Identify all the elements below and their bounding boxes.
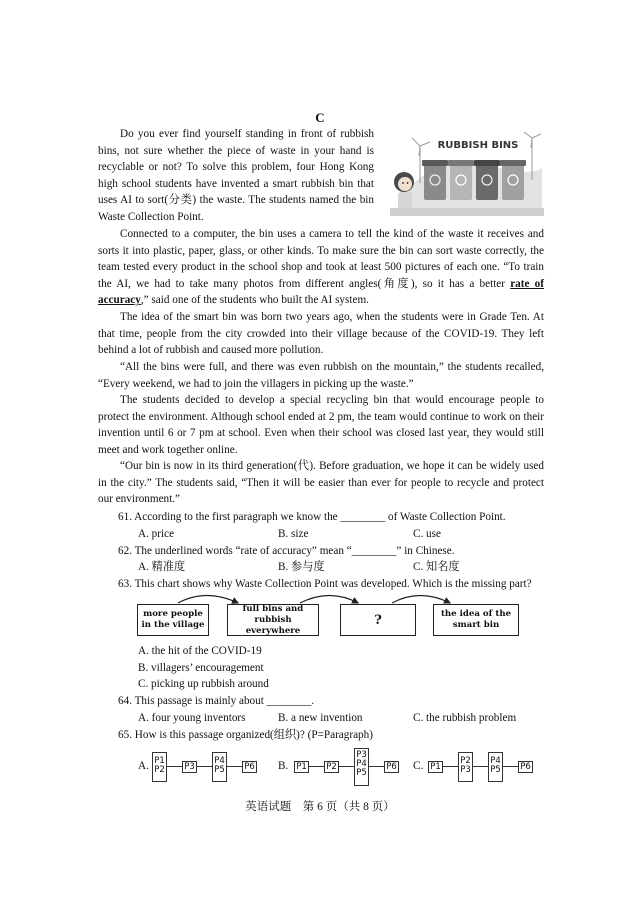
- q64-option-a[interactable]: A. four young inventors: [138, 712, 246, 724]
- q62-option-b[interactable]: B. 参与度: [278, 561, 325, 573]
- p-label: P4: [214, 756, 225, 766]
- p-label: P4: [356, 759, 367, 769]
- paragraph-2-text-a: Connected to a computer, the bin uses a camera to tell the kind of the waste it receives and sorts it into plastic, paper, glass, or other kinds. To make sure the bin can sort waste correctly, the team tested every product in the school shop and took at least 500 pictures of each one. “To train the AI, we had to take many photos from different angles(角度), so it has a better: [98, 228, 544, 290]
- paragraph-2-text-b: ,” said one of the students who built the AI system.: [140, 294, 369, 307]
- question-63: 63. This chart shows why Waste Collection Point was developed. Which is the missing part?: [118, 578, 532, 590]
- image-title: RUBBISH BINS: [437, 140, 519, 151]
- paragraph-4: “All the bins were full, and there was even rubbish on the mountain,” the students recalled, “Every weekend, we had to join the villagers in picking up the waste.”: [98, 361, 544, 390]
- p-label: P3: [460, 765, 471, 775]
- q62-option-a[interactable]: A. 精准度: [138, 561, 186, 573]
- p-label: P1: [154, 756, 165, 766]
- p-label: P1: [296, 762, 307, 772]
- q63-flow-chart: [130, 590, 550, 646]
- connector-line: [473, 766, 488, 767]
- page-footer: 英语试题 第 6 页（共 8 页）: [245, 801, 395, 813]
- p-box: [518, 761, 533, 773]
- p-box: [428, 761, 443, 773]
- connector-line: [167, 766, 182, 767]
- p-box: [242, 761, 257, 773]
- q65-option-b-diagram[interactable]: [294, 748, 404, 786]
- paragraph-2: [98, 226, 544, 309]
- q64-option-c[interactable]: C. the rubbish problem: [413, 712, 517, 724]
- p-label: P2: [460, 756, 471, 766]
- question-62: 62. The underlined words “rate of accuracy” mean “________” in Chinese.: [118, 545, 455, 557]
- flow-box-4: the idea of the smart bin: [433, 604, 519, 636]
- p-group-box: [458, 752, 473, 782]
- connector-line: [443, 766, 458, 767]
- connector-line: [197, 766, 212, 767]
- p-box: [294, 761, 309, 773]
- question-65: 65. How is this passage organized(组织)? (P=Paragraph): [118, 729, 373, 741]
- q65-option-a-diagram[interactable]: [152, 748, 262, 786]
- p-label: P1: [430, 762, 441, 772]
- flow-box-2: full bins and rubbish everywhere: [227, 604, 319, 636]
- connector-line: [309, 766, 324, 767]
- paragraph-5: The students decided to develop a special recycling bin that would encourage people to protect the environment. Although school ended at 2 pm, the team would continue to work on their invention until 6 or 7 pm at school. Even when their school was closed last year, they would still meet and work together online.: [98, 394, 544, 456]
- q61-option-b[interactable]: B. size: [278, 528, 309, 540]
- q63-option-b[interactable]: B. villagers’ encouragement: [138, 662, 264, 674]
- p-box: [182, 761, 197, 773]
- q65-option-c-label[interactable]: C.: [413, 760, 424, 772]
- connector-line: [227, 766, 242, 767]
- p-label: P3: [356, 750, 367, 760]
- question-64: 64. This passage is mainly about ________.: [118, 695, 315, 707]
- p-box: [384, 761, 399, 773]
- question-61: 61. According to the first paragraph we know the ________ of Waste Collection Point.: [118, 511, 506, 523]
- p-group-box: [488, 752, 503, 782]
- connector-line: [503, 766, 518, 767]
- p-label: P2: [326, 762, 337, 772]
- p-label: P3: [184, 762, 195, 772]
- q65-option-b-label[interactable]: B.: [278, 760, 289, 772]
- q63-option-a[interactable]: A. the hit of the COVID-19: [138, 645, 262, 657]
- q65-option-a-label[interactable]: A.: [138, 760, 149, 772]
- q64-option-b[interactable]: B. a new invention: [278, 712, 363, 724]
- p-label: P5: [356, 768, 367, 778]
- p-label: P4: [490, 756, 501, 766]
- p-label: P6: [520, 762, 531, 772]
- section-title: C: [315, 110, 325, 125]
- q65-option-c-diagram[interactable]: [428, 748, 538, 786]
- q62-option-c[interactable]: C. 知名度: [413, 561, 460, 573]
- q63-option-c[interactable]: C. picking up rubbish around: [138, 678, 269, 690]
- p-label: P2: [154, 765, 165, 775]
- p-group-box: [152, 752, 167, 782]
- p-label: P5: [490, 765, 501, 775]
- p-box: [324, 761, 339, 773]
- flow-box-missing[interactable]: ?: [340, 604, 416, 636]
- rubbish-bins-illustration: [390, 128, 544, 216]
- connector-line: [369, 766, 384, 767]
- paragraph-3: The idea of the smart bin was born two years ago, when the students were in Grade Ten. At that time, people from the city crowded into their village because of the COVID-19. They left behind a lot of rubbish and caused more pollution.: [98, 311, 544, 357]
- paragraph-6: “Our bin is now in its third generation(代). Before graduation, we hope it can be widely used in the city.” The students said, “Then it will be easier than ever for people to recycle and protect our environment.”: [98, 460, 544, 506]
- q61-option-a[interactable]: A. price: [138, 528, 175, 540]
- flow-box-1: more people in the village: [137, 604, 209, 636]
- underlined-phrase: rate of accuracy: [98, 277, 544, 307]
- q61-option-c[interactable]: C. use: [413, 528, 441, 540]
- p-label: P6: [386, 762, 397, 772]
- p-group-box: [212, 752, 227, 782]
- p-group-box: [354, 748, 369, 786]
- paragraph-1: Do you ever find yourself standing in front of rubbish bins, not sure whether the piece of waste in your hand is recyclable or not? To solve this problem, four Hong Kong high school students have invented a smart rubbish bin that uses AI to sort(分类) the waste. The students named the bin Waste Collection Point.: [98, 128, 374, 223]
- p-label: P6: [244, 762, 255, 772]
- connector-line: [339, 766, 354, 767]
- p-label: P5: [214, 765, 225, 775]
